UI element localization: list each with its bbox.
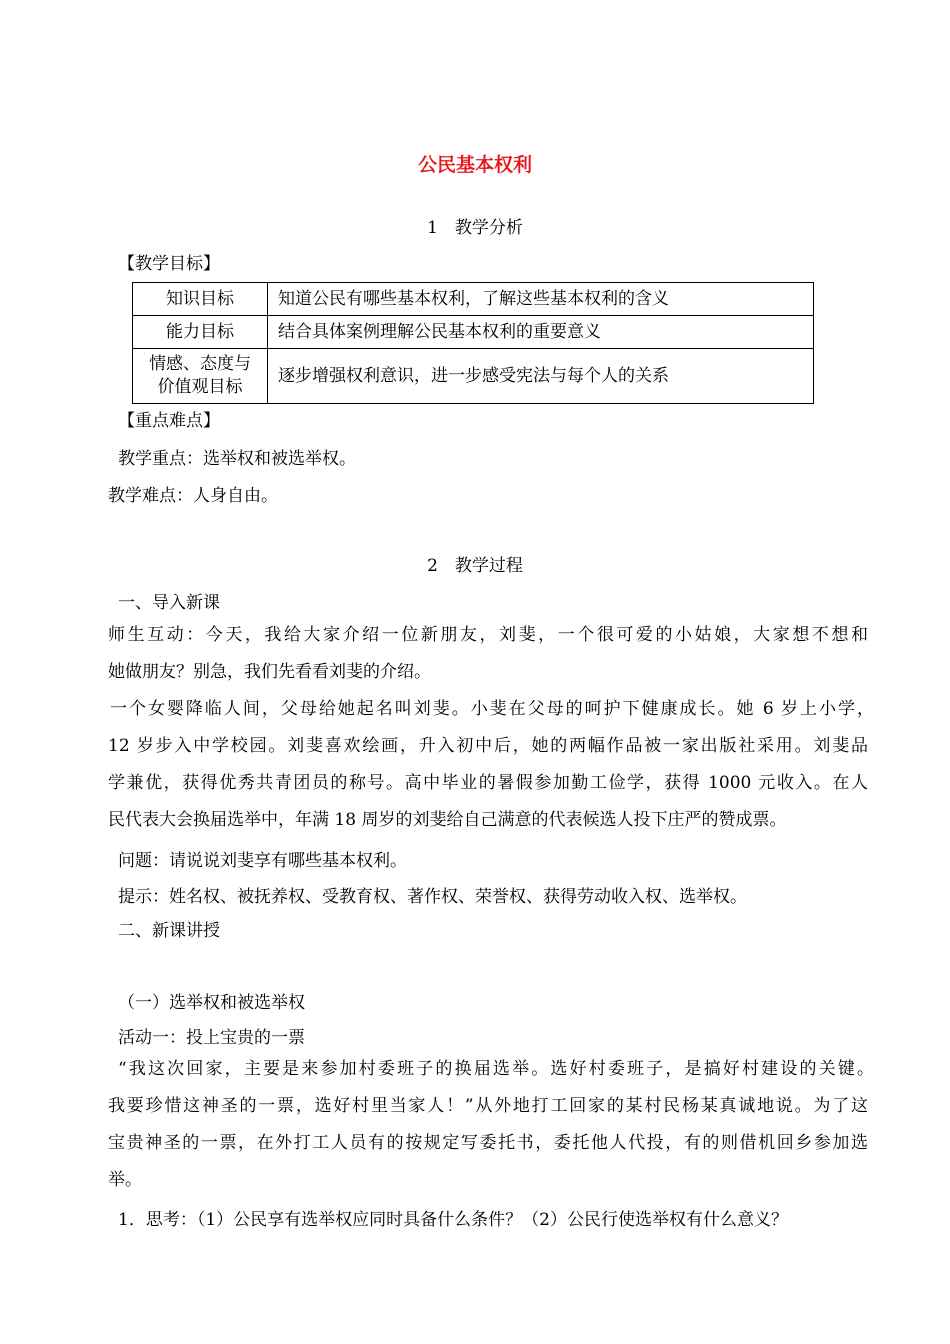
paragraph-line: 民代表大会换届选举中，年满 18 周岁的刘斐给自己满意的代表候选人投下庄严的赞成票。 [108,810,787,830]
objective-value: 逐步增强权利意识，进一步感受宪法与每个人的关系 [268,349,814,404]
objective-value: 知道公民有哪些基本权利，了解这些基本权利的含义 [268,283,814,316]
objective-value: 结合具体案例理解公民基本权利的重要意义 [268,316,814,349]
hint: 提示：姓名权、被抚养权、受教育权、著作权、荣誉权、获得劳动收入权、选举权。 [118,887,747,907]
objectives-table [132,282,814,404]
paragraph-line: 我要珍惜这神圣的一票，选好村里当家人！”从外地打工回家的某村民杨某真诚地说。为了这 [108,1096,868,1116]
paragraph-line: 学兼优，获得优秀共青团员的称号。高中毕业的暑假参加勤工俭学，获得 1000 元收入。在人 [108,773,868,793]
objective-key: 知识目标 [133,283,268,316]
objectives-label: 【教学目标】 [118,254,220,274]
paragraph-line: 她做朋友？别急，我们先看看刘斐的介绍。 [108,662,431,682]
section-heading-process: 2 教学过程 [427,556,523,576]
activity-heading: 活动一：投上宝贵的一票 [118,1028,305,1048]
section-heading-analysis: 1 教学分析 [427,218,523,238]
table-row [133,283,814,316]
think-question: 1．思考：（1）公民享有选举权应同时具备什么条件？（2）公民行使选举权有什么意义？ [118,1210,788,1230]
paragraph-line: 举。 [108,1170,142,1190]
part-heading: 一、导入新课 [118,593,220,613]
page-title: 公民基本权利 [417,154,532,176]
objective-key-line: 情感、态度与 [149,354,251,374]
paragraph-line: 师生互动：今天，我给大家介绍一位新朋友，刘斐，一个很可爱的小姑娘，大家想不想和 [108,625,868,645]
objective-key: 能力目标 [133,316,268,349]
table-row [133,349,814,404]
part-heading: 二、新课讲授 [118,921,220,941]
sub-heading: （一）选举权和被选举权 [118,993,305,1013]
table-row [133,316,814,349]
difficult-point: 教学难点：人身自由。 [108,486,278,506]
paragraph-line: 12 岁步入中学校园。刘斐喜欢绘画，升入初中后，她的两幅作品被一家出版社采用。刘斐品 [108,736,868,756]
paragraph-line: 一个女婴降临人间，父母给她起名叫刘斐。小斐在父母的呵护下健康成长。她 6 岁上小学， [110,699,874,719]
question: 问题：请说说刘斐享有哪些基本权利。 [118,851,407,871]
objective-key-line: 价值观目标 [157,377,243,397]
paragraph-line: 宝贵神圣的一票，在外打工人员有的按规定写委托书，委托他人代投，有的则借机回乡参加选 [108,1133,868,1153]
key-points-label: 【重点难点】 [118,411,220,431]
key-point: 教学重点：选举权和被选举权。 [118,449,356,469]
objective-key [133,349,268,404]
paragraph-line: “我这次回家，主要是来参加村委班子的换届选举。选好村委班子，是搞好村建设的关键。 [118,1059,874,1079]
